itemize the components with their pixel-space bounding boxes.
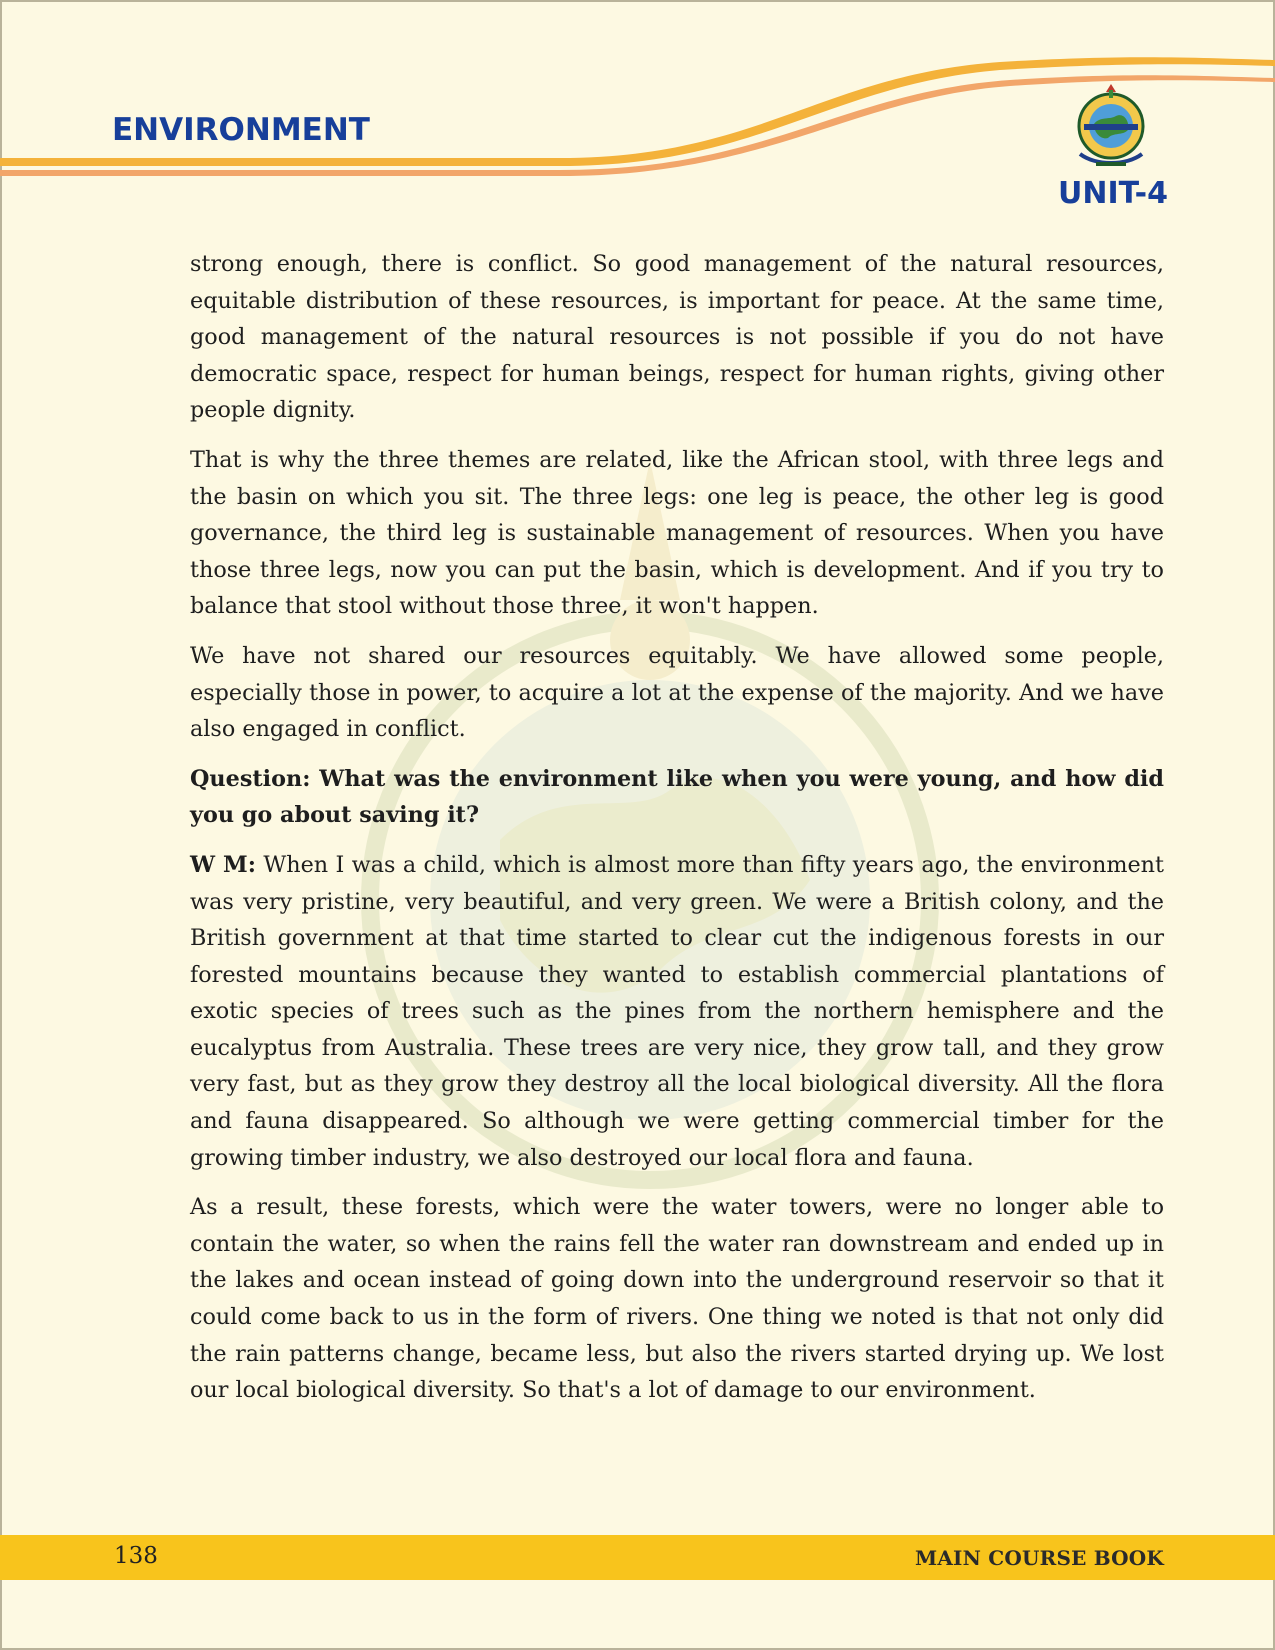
answer-text: When I was a child, which is almost more than fifty years ago, the environment was very pristine, very beautiful, and very green. We were a British colony, and the British government at that time started to clear cut the indigenous forests in our forested mountains because they wanted to establish commercial plantations of exotic species of trees such as the pines from the northern hemisphere and the eucalyptus from Australia. These trees are very nice, they grow tall, and they grow very fast, but as they grow they destroy all the local biological diversity. All the flora and fauna disappeared. So although we were getting commercial timber for the growing timber industry, we also destroyed our local flora and fauna.: [190, 851, 1164, 1171]
book-label: MAIN COURSE BOOK: [914, 1546, 1164, 1570]
paragraph: As a result, these forests, which were the water towers, were no longer able to contain the water, so when the rains fell the water ran downstream and ended up in the lakes and ocean instead of going down into the underground reservoir so that it could come back to us in the form of rivers. One thing we noted is that not only did the rain patterns change, became less, but also the rivers started drying up. We lost our local biological diversity. So that's a lot of damage to our environment.: [190, 1194, 1164, 1404]
paragraph: We have not shared our resources equitably. We have allowed some people, especially those in power, to acquire a lot at the expense of the majority. And we have also engaged in conflict.: [190, 642, 1164, 743]
page-number: 138: [114, 1543, 158, 1569]
school-emblem-icon: [1066, 82, 1156, 182]
interview-question: Question: What was the environment like when you were young, and how did you go about saving it?: [190, 765, 1164, 829]
body-text: [190, 246, 1164, 1422]
chapter-title: ENVIRONMENT: [112, 112, 370, 148]
unit-label: UNIT-4: [1058, 176, 1169, 211]
interview-answer: [190, 847, 1164, 1176]
speaker-label: W M:: [190, 851, 256, 878]
paragraph: That is why the three themes are related, like the African stool, with three legs and the basin on which you sit. The three legs: one leg is peace, the other leg is good governance, the third leg is sustainable management of resources. When you have those three legs, now you can put the basin, which is development. And if you try to balance that stool without those three, it won't happen.: [190, 446, 1164, 620]
paragraph: strong enough, there is conflict. So good management of the natural resources, equitable distribution of these resources, is important for peace. At the same time, good management of the natural resources is not possible if you do not have democratic space, respect for human beings, respect for human rights, giving other people dignity.: [190, 251, 1164, 424]
